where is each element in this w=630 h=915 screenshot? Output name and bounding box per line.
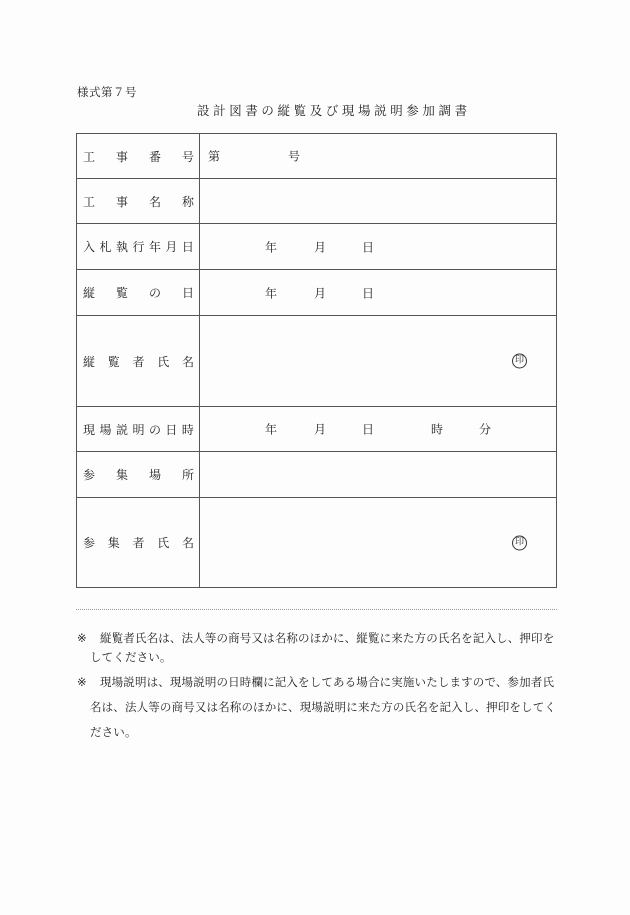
label-chars [83, 421, 194, 438]
label-char: 現 [83, 422, 96, 437]
label-chars [83, 353, 194, 370]
day-unit: 日 [362, 240, 375, 254]
year-unit: 年 [265, 286, 278, 300]
label-char: 場 [148, 468, 161, 482]
reference-mark: ※ [77, 675, 87, 689]
label-char: 者 [132, 536, 145, 550]
label-char: 名 [148, 194, 161, 209]
field-bid-date[interactable] [200, 224, 557, 270]
label-char: 名 [181, 354, 194, 369]
label-construction-number [77, 134, 200, 179]
note-2 [77, 670, 557, 745]
label-char: 氏 [157, 354, 170, 369]
label-char: 集 [115, 468, 128, 482]
row-inspector-name [77, 316, 557, 407]
label-char: 覧 [115, 286, 128, 300]
row-participant-name [77, 498, 557, 588]
month-unit: 月 [314, 422, 327, 437]
year-unit: 年 [265, 422, 278, 437]
form-number: 様式第７号 [77, 85, 137, 99]
seal-icon: 印 [512, 535, 527, 550]
label-char: 日 [181, 286, 194, 300]
field-construction-number[interactable] [200, 134, 557, 179]
label-construction-name [77, 179, 200, 224]
label-char: 工 [83, 149, 96, 164]
label-chars [83, 193, 194, 210]
label-char: 参 [83, 468, 96, 482]
label-char: 日 [165, 422, 178, 437]
day-unit: 日 [362, 422, 375, 437]
label-chars [83, 148, 194, 165]
label-char: 執 [115, 240, 128, 254]
label-char: 場 [99, 422, 112, 437]
month-unit: 月 [314, 286, 327, 300]
label-char: 者 [132, 354, 145, 369]
label-char: 所 [181, 468, 194, 482]
label-char: 号 [181, 149, 194, 164]
label-char: 覧 [107, 354, 120, 369]
dotted-divider [76, 609, 557, 610]
label-char: 月 [165, 240, 178, 254]
label-char: 事 [115, 194, 128, 209]
month-unit: 月 [314, 240, 327, 254]
label-bid-date [77, 224, 200, 270]
field-construction-name[interactable] [200, 179, 557, 224]
label-char: 事 [115, 149, 128, 164]
row-briefing-datetime [77, 407, 557, 452]
label-chars [83, 534, 194, 551]
field-briefing-datetime[interactable] [200, 407, 557, 452]
label-char: 工 [83, 194, 96, 209]
row-bid-date [77, 224, 557, 270]
year-unit: 年 [265, 240, 278, 254]
prefix-dai: 第 [208, 149, 221, 164]
label-briefing-datetime [77, 407, 200, 452]
label-char: 年 [148, 240, 161, 254]
seal-icon: 印 [512, 354, 527, 369]
label-char: 参 [83, 536, 96, 550]
label-char: 明 [132, 422, 145, 437]
field-inspection-date[interactable] [200, 270, 557, 316]
label-char: の [148, 286, 161, 300]
label-chars [83, 238, 194, 255]
row-meeting-place [77, 452, 557, 498]
label-participant-name [77, 498, 200, 588]
note-1 [77, 626, 557, 667]
label-char: 集 [107, 536, 120, 550]
label-char: 説 [115, 422, 128, 437]
label-char: 氏 [157, 536, 170, 550]
label-char: 行 [132, 240, 145, 254]
field-meeting-place[interactable] [200, 452, 557, 498]
row-construction-number [77, 134, 557, 179]
label-inspection-date [77, 270, 200, 316]
field-participant-name[interactable] [200, 498, 557, 588]
label-char: 縦 [83, 286, 96, 300]
label-char: の [148, 422, 161, 437]
day-unit: 日 [362, 286, 375, 300]
label-char: 日 [181, 240, 194, 254]
hour-unit: 時 [431, 422, 444, 437]
field-inspector-name[interactable] [200, 316, 557, 407]
label-meeting-place [77, 452, 200, 498]
suffix-go: 号 [288, 149, 301, 164]
row-construction-name [77, 179, 557, 224]
label-char: 番 [148, 149, 161, 164]
document-title: 設計図書の縦覧及び現場説明参加調書 [197, 103, 471, 118]
label-char: 時 [181, 422, 194, 437]
row-inspection-date [77, 270, 557, 316]
minute-unit: 分 [479, 422, 492, 437]
label-char: 名 [181, 536, 194, 550]
label-char: 入 [83, 240, 96, 254]
label-char: 称 [181, 194, 194, 209]
label-char: 縦 [83, 354, 96, 369]
reference-mark: ※ [77, 631, 87, 645]
label-chars [83, 466, 194, 483]
label-char: 札 [99, 240, 112, 254]
form-table [76, 133, 557, 588]
label-inspector-name [77, 316, 200, 407]
note-text: 現場説明は、現場説明の日時欄に記入をしてある場合に実施いたしますので、参加者氏名は、法人等の商号又は名称のほかに、現場説明に来た方の氏名を記入し、押印をしてください。 [90, 675, 556, 739]
label-chars [83, 284, 194, 301]
note-text: 縦覧者氏名は、法人等の商号又は名称のほかに、縦覧に来た方の氏名を記入し、押印をしてください。 [90, 631, 555, 664]
